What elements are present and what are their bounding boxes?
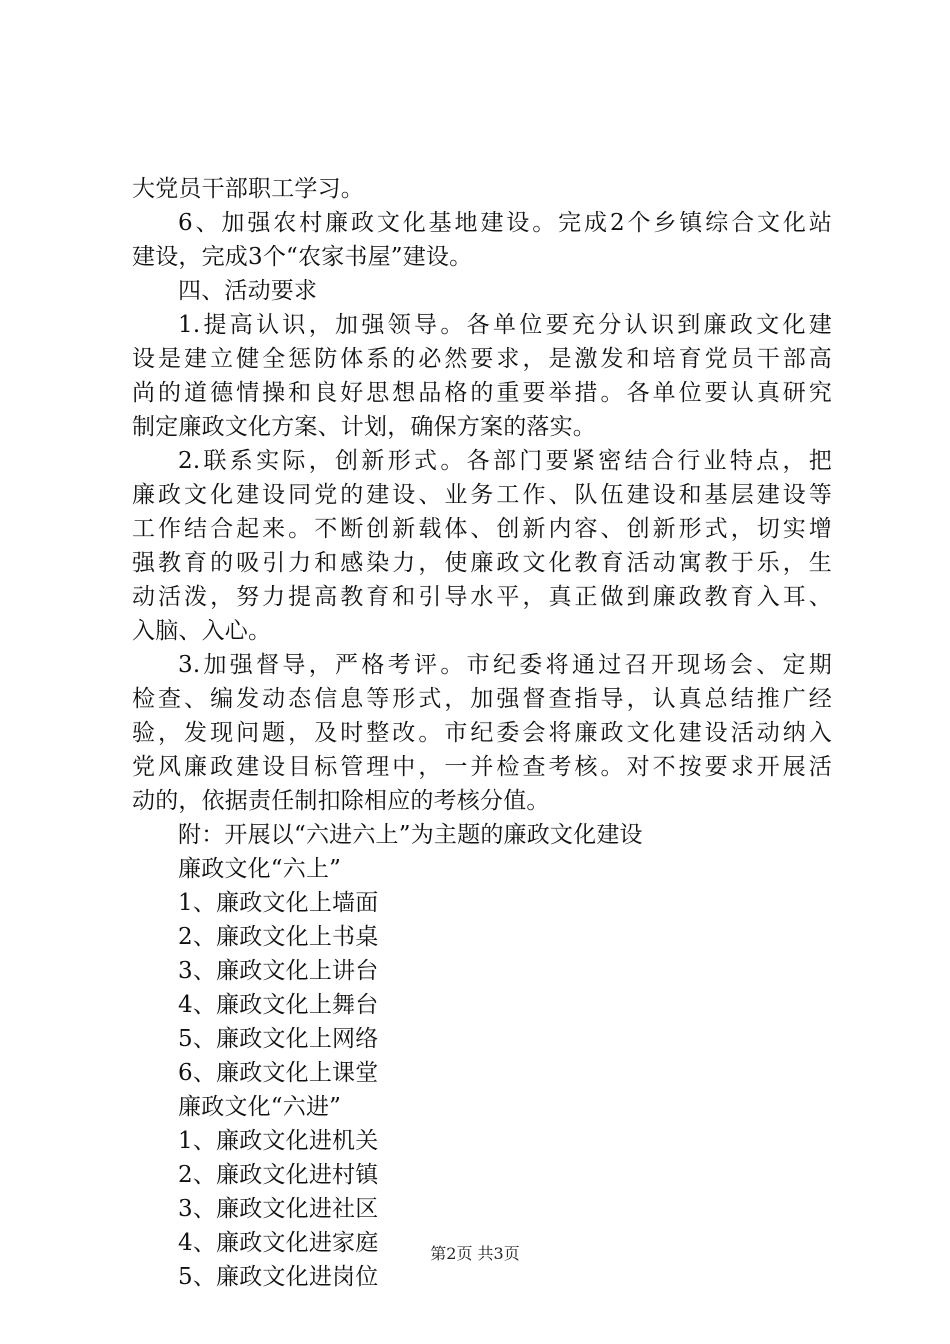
text-line: 廉政文化建设同党的建设、业务工作、队伍建设和基层建设等 xyxy=(132,482,832,508)
text-line: 4、廉政文化进家庭 xyxy=(178,1230,379,1256)
text-line: 5、廉政文化上网络 xyxy=(178,1026,379,1052)
text-line: 附：开展以“六进六上”为主题的廉政文化建设 xyxy=(178,822,643,848)
text-line: 2、廉政文化进村镇 xyxy=(178,1162,379,1188)
text-line: 大党员干部职工学习。 xyxy=(132,176,364,202)
text-line: 1、廉政文化进机关 xyxy=(178,1128,379,1154)
text-line: 3、廉政文化进社区 xyxy=(178,1196,379,1222)
text-line: 2.联系实际，创新形式。各部门要紧密结合行业特点，把 xyxy=(178,448,832,474)
text-line: 3、廉政文化上讲台 xyxy=(178,958,379,984)
text-line: 1、廉政文化上墙面 xyxy=(178,890,379,916)
text-line: 尚的道德情操和良好思想品格的重要举措。各单位要认真研究 xyxy=(132,380,832,406)
text-line: 6、廉政文化上课堂 xyxy=(178,1060,379,1086)
text-line: 动活泼，努力提高教育和引导水平，真正做到廉政教育入耳、 xyxy=(132,584,832,610)
text-line: 2、廉政文化上书桌 xyxy=(178,924,379,950)
text-line: 3.加强督导，严格考评。市纪委将通过召开现场会、定期 xyxy=(178,652,832,678)
text-line: 验，发现问题，及时整改。市纪委会将廉政文化建设活动纳入 xyxy=(132,720,832,746)
text-line: 5、廉政文化进岗位 xyxy=(178,1264,379,1290)
text-line: 四、活动要求 xyxy=(178,278,318,304)
text-line: 建设，完成3个“农家书屋”建设。 xyxy=(132,244,473,270)
text-line: 工作结合起来。不断创新载体、创新内容、创新形式，切实增 xyxy=(132,516,832,542)
text-line: 1.提高认识，加强领导。各单位要充分认识到廉政文化建 xyxy=(178,312,832,338)
page-number-label: 第2页 共3页 xyxy=(430,1244,520,1263)
text-line: 4、廉政文化上舞台 xyxy=(178,992,379,1018)
text-line: 廉政文化“六进” xyxy=(178,1094,342,1120)
text-line: 党风廉政建设目标管理中，一并检查考核。对不按要求开展活 xyxy=(132,754,832,780)
text-line: 6、加强农村廉政文化基地建设。完成2个乡镇综合文化站 xyxy=(178,210,832,236)
text-line: 廉政文化“六上” xyxy=(178,856,342,882)
document-body xyxy=(132,172,832,1294)
text-line: 检查、编发动态信息等形式，加强督查指导，认真总结推广经 xyxy=(132,686,832,712)
page-footer xyxy=(0,1244,950,1264)
text-line: 入脑、入心。 xyxy=(132,618,272,644)
text-line: 设是建立健全惩防体系的必然要求，是激发和培育党员干部高 xyxy=(132,346,832,372)
text-line: 动的，依据责任制扣除相应的考核分值。 xyxy=(132,788,550,814)
text-line: 制定廉政文化方案、计划，确保方案的落实。 xyxy=(132,414,596,440)
text-line: 强教育的吸引力和感染力，使廉政文化教育活动寓教于乐，生 xyxy=(132,550,832,576)
